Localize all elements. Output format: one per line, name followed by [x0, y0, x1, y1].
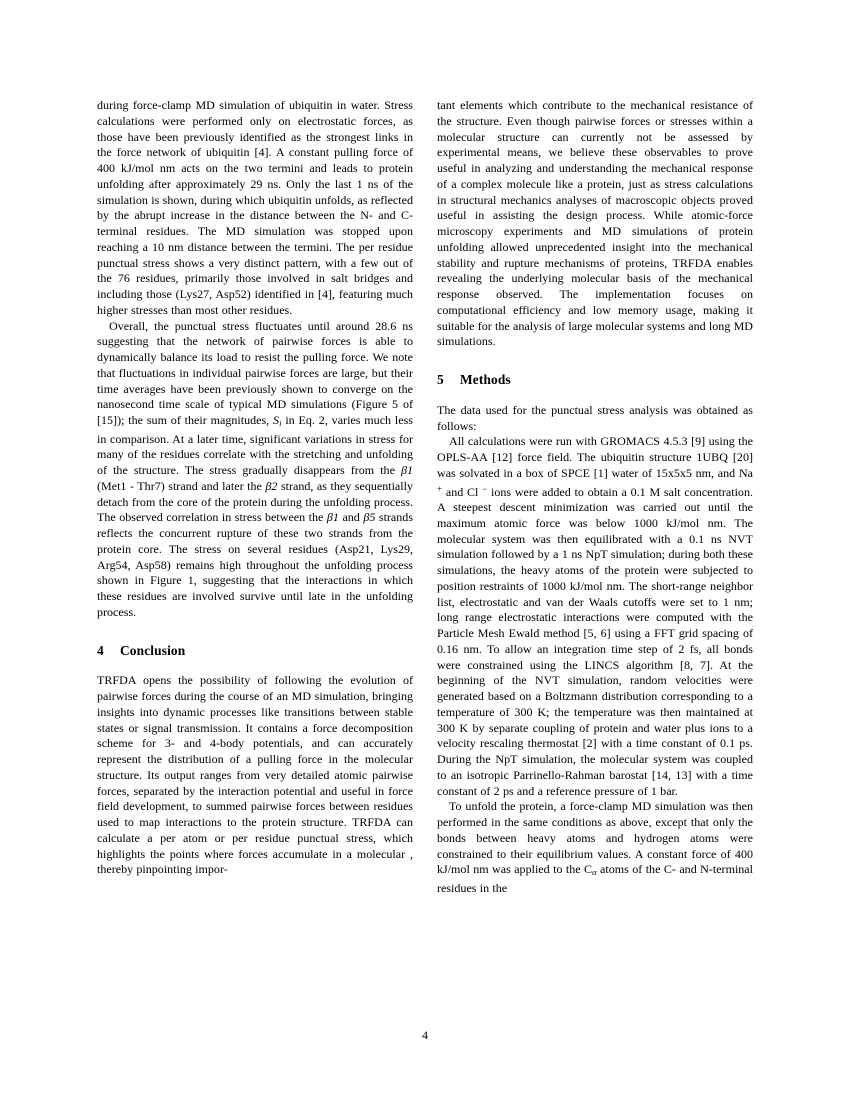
- paragraph-text-segment: in Eq. 2, varies much less in comparison. At a later time, significant variations in stress for many of the residues correlate with the stretching and unfolding of the structure. The stress gradually disappears from the: [97, 413, 413, 478]
- subscript-alpha: α: [592, 867, 597, 878]
- paragraph-force-clamp-protocol: [437, 799, 753, 896]
- symbol-beta2: β2: [265, 478, 278, 493]
- spacer: [97, 658, 413, 673]
- right-column: [437, 98, 753, 998]
- section-heading-conclusion: [97, 643, 413, 659]
- symbol-beta5: β5: [363, 510, 376, 525]
- symbol-beta1: β1: [400, 463, 413, 478]
- paragraph-data-source: The data used for the punctual stress analysis was obtained as follows:: [437, 402, 753, 433]
- superscript-plus: +: [437, 483, 443, 494]
- superscript-minus: −: [482, 483, 488, 494]
- section-number: 5: [437, 372, 444, 387]
- paragraph-text-segment: All calculations were run with GROMACS 4.5.3 [9] using the OPLS-AA [12] force field. The ubiquitin structure 1UBQ [20] was solvated in a box of SPCE [1] water of 15x5x5 nm, and Na: [437, 434, 753, 480]
- paragraph-text-segment: strands reflects the concurrent rupture of these two strands from the protein core. The stress on several residues (Asp21, Lys29, Arg54, Asp58) remains high throughout the unfolding process shown in Figure 1, suggesting that the interactions in which these residues are involved survive until late in the unfolding process.: [97, 510, 414, 619]
- paragraph-simulation-setup: [437, 434, 753, 799]
- paragraph-text-segment: and: [338, 510, 364, 525]
- paragraph-text-segment: strand, as they sequentially detach from the core of the protein during the unfolding process. The observed correlation in stress between the: [97, 478, 413, 525]
- paragraph-continuation-stress-analysis: during force-clamp MD simulation of ubiquitin in water. Stress calculations were performed only on electrostatic forces, as those have been previously identified as the strongest links in the force network of ubiquitin [4]. A constant pulling force of 400 kJ/mol nm acts on the two termini and leads to protein unfolding after approximately 29 ns. Only the last 1 ns of the simulation is shown, during which ubiquitin unfolds, as reflected by the abrupt increase in the distance between the N- and C-terminal residues. The MD simulation was stopped upon reaching a 10 nm distance between the termini. The per residue punctual stress shows a very distinct pattern, with a few out of the 76 residues, primarily those involved in salt bridges and including those (Lys27, Asp52) identified in [4], featuring much higher stresses than most other residues.: [97, 98, 413, 317]
- paragraph-text-segment: atoms of the C- and N-terminal residues in the: [437, 862, 754, 895]
- section-title: Conclusion: [120, 642, 186, 658]
- spacer: [437, 388, 753, 403]
- spacer: [437, 350, 753, 372]
- subscript-i: i: [279, 417, 282, 428]
- paragraph-text-segment: ions were added to obtain a 0.1 M salt concentration. A steepest descent minimization was carried out until the maximum atomic force was below 1000 kJ/mol nm. The molecular system was then equilibrated with a 0.1 ns NVT simulation followed by a 1 ns NpT simulation; during both these simulations, the heavy atoms of the protein were subjected to position restraints of 1000 kJ/mol nm. The short-range neighbor list, electrostatic and van der Waals cutoffs were set to 1 nm; long range electrostatic interactions were computed with the Particle Mesh Ewald method [5, 6] using a FFT grid spacing of 0.16 nm. To allow an integration time step of 2 fs, all bonds were constrained using the LINCS algorithm [8, 7]. At the beginning of the NVT simulation, random velocities were generated based on a Boltzmann distribution corresponding to a temperature of 300 K; the temperature was then maintained at 300 K by separate coupling of protein and water plus ions to a velocity rescaling thermostat [2] with a time constant of 0.1 ps. During the NpT simulation, the molecular system was coupled to an isotropic Parrinello-Rahman barostat [14, 13] with a time constant of 2 ps and a reference pressure of 1 bar.: [437, 484, 753, 798]
- symbol-S: S: [273, 413, 280, 427]
- two-column-body: [97, 98, 753, 998]
- left-column: [97, 98, 413, 998]
- section-heading-methods: [437, 372, 753, 388]
- paragraph-text-segment: and Cl: [442, 484, 483, 499]
- spacer: [97, 621, 413, 643]
- paragraph-text-segment: (Met1 - Thr7) strand and later the: [97, 478, 266, 493]
- section-title: Methods: [460, 372, 511, 387]
- symbol-beta1-second: β1: [326, 510, 339, 525]
- page-number: 4: [421, 1028, 429, 1042]
- paragraph-trfda-overview: TRFDA opens the possibility of following the evolution of pairwise forces during the course of an MD simulation, bringing insights into dynamic processes like transitions between stable states or signal transmission. It contains a force decomposition scheme for 3- and 4-body potentials, and can accurately represent the distribution of a pulling force in the molecular structure. Its output ranges from very detailed atomic pairwise forces, separated by the interaction potential and useful in force field development, to summed pairwise forces between residues used to map interactions to the protein structure. TRFDA can calculate a per atom or per residue punctual stress, which highlights the points where forces accumulate in a molecular , thereby pinpointing impor-: [97, 673, 413, 877]
- paragraph-text-segment: Overall, the punctual stress fluctuates until around 28.6 ns suggesting that the network of pairwise forces is able to dynamically balance its load to resist the pulling force. We note that fluctuations in individual pairwise forces are large, but their time averages have been previously shown to converge on the nanosecond time scale of typical MD simulations (Figure 5 of [15]); the sum of their magnitudes,: [97, 318, 413, 427]
- paragraph-text-segment: To unfold the protein, a force-clamp MD simulation was then performed in the same conditions as above, except that only the bonds between heavy atoms and hydrogen atoms were constrained to their equilibrium values. A constant force of 400 kJ/mol nm was applied to the C: [437, 799, 753, 877]
- section-number: 4: [97, 642, 104, 658]
- paragraph-punctual-stress-fluctuation: [97, 319, 413, 621]
- paragraph-mechanical-resistance: tant elements which contribute to the mechanical resistance of the structure. Even though pairwise forces or stresses within a molecular structure can currently not be assessed by experimental means, we believe these observables to prove useful in analyzing and understanding the mechanical response of a complex molecule like a protein, just as stress calculations in structural mechanics analyses of macroscopic objects proved useful in assisting the design process. While atomic-force microscopy experiments and MD simulations of protein unfolding allowed unprecedented insight into the mechanical stability and rupture mechanisms of proteins, TRFDA enables revealing the underlying molecular basis of the mechanical response observed. The implementation focuses on computational efficiency and low memory usage, making it suitable for the analysis of large molecular systems and long MD simulations.: [437, 98, 754, 349]
